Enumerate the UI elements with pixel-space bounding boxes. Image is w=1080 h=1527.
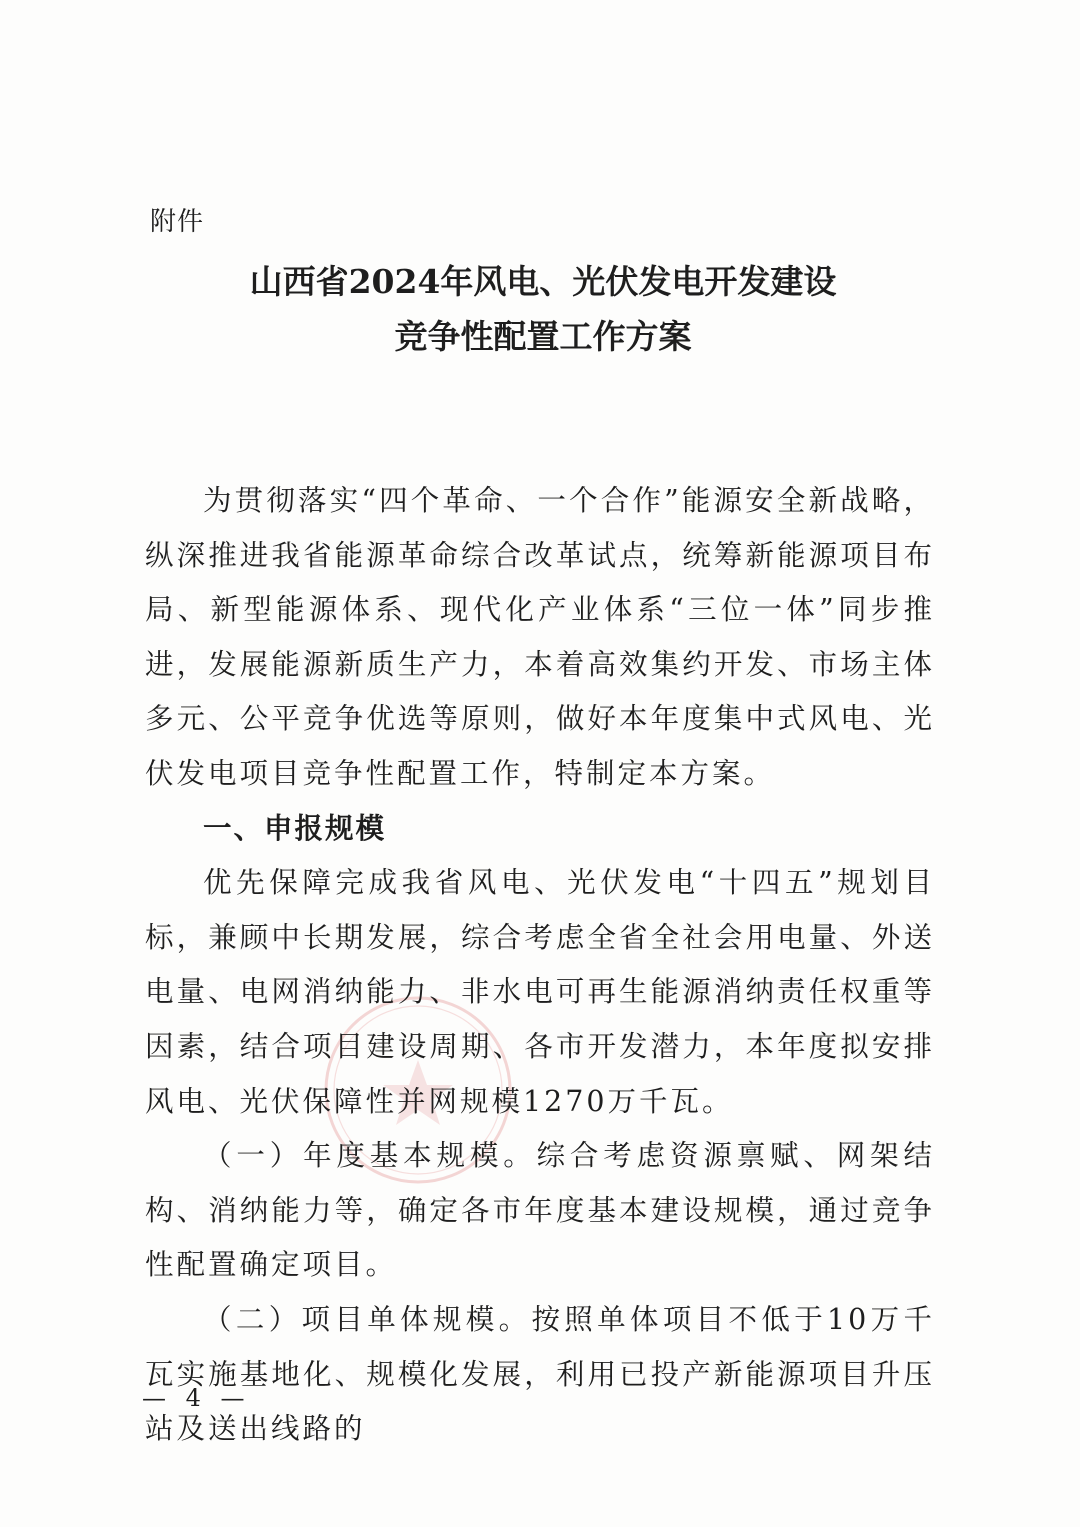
attachment-label: 附件 <box>150 207 205 237</box>
document-title-line-1: 山西省2024年风电、光伏发电开发建设 <box>249 262 837 301</box>
section-1-heading: 一、申报规模 <box>203 811 387 845</box>
subsection-2-paragraph: （二）项目单体规模。按照单体项目不低于10万千瓦实施基地化、规模化发展，利用已投产新能源项目升压站及送出线路的 <box>145 1302 935 1446</box>
intro-paragraph: 为贯彻落实“四个革命、一个合作”能源安全新战略，纵深推进我省能源革命综合改革试点，统筹新能源项目布局、新型能源体系、现代化产业体系“三位一体”同步推进，发展能源新质生产力，本着高效集约开发、市场主体多元、公平竞争优选等原则，做好本年度集中式风电、光伏发电项目竞争性配置工作，特制定本方案。 <box>145 484 935 790</box>
document-title-line-2: 竞争性配置工作方案 <box>394 317 692 356</box>
document-body <box>145 474 935 1457</box>
subsection-1-paragraph: （一）年度基本规模。综合考虑资源禀赋、网架结构、消纳能力等，确定各市年度基本建设规模，通过竞争性配置确定项目。 <box>145 1139 935 1282</box>
section-1-paragraph: 优先保障完成我省风电、光伏发电“十四五”规划目标，兼顾中长期发展，综合考虑全省全社会用电量、外送电量、电网消纳能力、非水电可再生能源消纳责任权重等因素，结合项目建设周期、各市开发潜力，本年度拟安排风电、光伏保障性并网规模1270万千瓦。 <box>145 866 935 1118</box>
page-number: — 4 — <box>142 1384 251 1412</box>
